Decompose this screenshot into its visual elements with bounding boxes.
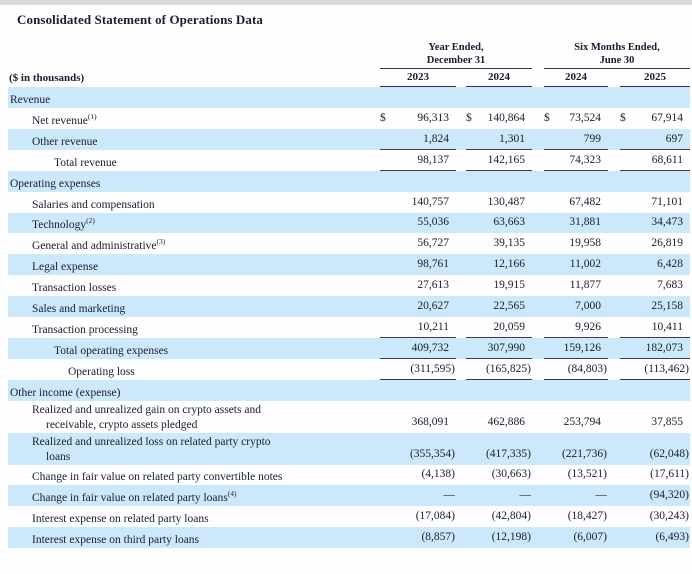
numeric-value: 19,915: [493, 279, 525, 292]
value-cell: [544, 467, 608, 485]
value-cell: [544, 132, 608, 150]
table-row: [8, 150, 690, 171]
value-cell: [544, 320, 608, 338]
row-label: Total revenue: [54, 156, 117, 169]
value-cell: [544, 447, 608, 465]
value-cell: [466, 153, 532, 171]
section-header-row: [8, 87, 690, 108]
numeric-value: 73,524: [569, 111, 601, 124]
numeric-value: 20,627: [417, 299, 449, 312]
value-cell: [380, 488, 456, 506]
column-group-year-ended: [380, 42, 532, 69]
numeric-value: 56,727: [417, 237, 449, 250]
numeric-value: 27,613: [417, 279, 449, 292]
value-cell: [620, 509, 690, 527]
value-cell: [544, 195, 608, 213]
numeric-value: (62,048): [649, 447, 689, 460]
value-cell: [466, 257, 532, 275]
table-row: [8, 485, 690, 506]
value-cell: [380, 195, 456, 213]
row-label: Total operating expenses: [54, 344, 169, 357]
value-cell: [466, 320, 532, 338]
numeric-value: 39,135: [493, 237, 525, 250]
value-cell: [380, 153, 456, 171]
group-label-line1: Six Months Ended,: [574, 42, 660, 53]
numeric-value: (221,736): [561, 447, 607, 460]
table-row: [8, 296, 690, 317]
value-cell: [380, 215, 456, 233]
header-years-row: [8, 71, 690, 87]
dollar-sign: $: [544, 111, 550, 124]
value-cell: [380, 362, 456, 380]
row-label: Realized and unrealized loss on related party crypto loans: [8, 435, 372, 465]
table-row: [8, 359, 690, 380]
table-row: [8, 129, 690, 150]
table-row: [8, 192, 690, 213]
table-row: [8, 433, 690, 465]
row-label: Interest expense on related party loans: [32, 513, 209, 526]
value-cell: [620, 467, 690, 485]
column-group-six-months-ended: [544, 42, 690, 69]
numeric-value: (18,427): [567, 510, 607, 523]
numeric-value: 12,166: [493, 258, 525, 271]
table-row: [8, 213, 690, 234]
numeric-value: 37,855: [651, 415, 683, 428]
table-row: [8, 275, 690, 296]
numeric-value: 34,473: [651, 216, 683, 229]
value-cell: [620, 415, 690, 433]
numeric-value: 10,411: [651, 320, 683, 333]
value-cell: [620, 195, 690, 213]
dollar-sign: $: [466, 111, 472, 124]
numeric-value: 74,323: [569, 153, 601, 166]
value-cell: [466, 215, 532, 233]
table-row: [8, 317, 690, 338]
numeric-value: (84,803): [567, 362, 607, 375]
section-label: Other income (expense): [10, 386, 121, 399]
row-label: General and administrative$^{(3)}$: [32, 237, 166, 253]
numeric-value: 307,990: [487, 341, 525, 354]
table-row: [8, 233, 690, 254]
value-cell: [466, 362, 532, 380]
value-cell: [466, 195, 532, 213]
value-cell: [544, 362, 608, 380]
numeric-value: (113,462): [644, 362, 689, 375]
dollar-sign: $: [380, 111, 386, 124]
value-cell: [544, 236, 608, 254]
numeric-value: (8,857): [421, 531, 455, 544]
row-label: Interest expense on third party loans: [32, 534, 200, 547]
value-cell: [380, 467, 456, 485]
numeric-value: 98,137: [417, 153, 449, 166]
value-cell: [620, 530, 690, 548]
value-cell: [380, 132, 456, 150]
row-label: Net revenue$^{(1)}$: [32, 112, 97, 127]
value-cell: [466, 111, 532, 129]
table-row: [8, 338, 690, 359]
numeric-value: 182,073: [645, 341, 683, 354]
section-label: Revenue: [10, 94, 51, 107]
numeric-value: 1,301: [499, 132, 525, 145]
numeric-value: 96,313: [417, 111, 449, 124]
value-cell: [380, 415, 456, 433]
units-label: ($ in thousands): [9, 72, 85, 85]
year-column-6m2024: 2024: [544, 71, 608, 87]
year-column-fy2023: 2023: [380, 71, 456, 87]
numeric-value: (311,595): [410, 362, 455, 375]
numeric-value: 25,158: [651, 299, 683, 312]
group-label-line2: June 30: [599, 54, 635, 66]
numeric-value: 26,819: [651, 237, 683, 250]
numeric-value: (30,243): [649, 510, 689, 523]
numeric-value: 253,794: [563, 415, 601, 428]
numeric-value: (165,825): [485, 362, 531, 375]
em-dash-value: —: [595, 489, 607, 502]
row-label-wrapped-line: loans: [46, 450, 71, 463]
value-cell: [544, 257, 608, 275]
row-label: Legal expense: [32, 261, 99, 274]
value-cell: [466, 278, 532, 296]
numeric-value: 19,958: [569, 237, 601, 250]
value-cell: [620, 111, 690, 129]
value-cell: [620, 132, 690, 150]
numeric-value: 697: [665, 132, 683, 145]
numeric-value: (13,521): [567, 468, 607, 481]
row-label: Operating loss: [68, 365, 135, 378]
value-cell: [620, 362, 690, 380]
numeric-value: 159,126: [563, 341, 601, 354]
page-title: Consolidated Statement of Operations Data: [17, 12, 264, 27]
numeric-value: 462,886: [487, 415, 525, 428]
numeric-value: 7,000: [575, 299, 601, 312]
numeric-value: 67,482: [569, 195, 601, 208]
numeric-value: 140,757: [411, 195, 449, 208]
value-cell: [380, 299, 456, 317]
table-row: [8, 108, 690, 129]
row-label: Other revenue: [32, 135, 98, 148]
row-label: Sales and marketing: [32, 302, 126, 315]
numeric-value: 67,914: [651, 111, 683, 124]
value-cell: [466, 447, 532, 465]
numeric-value: (6,493): [655, 531, 689, 544]
value-cell: [380, 320, 456, 338]
footnote-reference: (2): [86, 216, 95, 226]
table-row: [8, 506, 690, 527]
value-cell: [380, 278, 456, 296]
value-cell: [380, 111, 456, 129]
numeric-value: 98,761: [417, 258, 449, 271]
row-label: Realized and unrealized gain on crypto assets and receivable, crypto assets pledged: [8, 403, 372, 433]
scan-edge-artifact: [0, 0, 692, 5]
table-row: [8, 465, 690, 486]
value-cell: [380, 236, 456, 254]
value-cell: [620, 257, 690, 275]
dollar-sign: $: [620, 111, 626, 124]
value-cell: [544, 530, 608, 548]
numeric-value: 142,165: [487, 153, 525, 166]
numeric-value: (355,354): [409, 447, 455, 460]
value-cell: [466, 341, 532, 359]
numeric-value: (30,663): [491, 468, 531, 481]
numeric-value: (17,084): [415, 510, 455, 523]
numeric-value: 11,877: [569, 279, 601, 292]
numeric-value: 9,926: [575, 320, 601, 333]
table-row: [8, 401, 690, 433]
year-column-6m2025: 2025: [620, 71, 690, 87]
row-label: Technology$^{(2)}$: [32, 216, 95, 232]
numeric-value: (12,198): [491, 531, 531, 544]
value-cell: [466, 467, 532, 485]
numeric-value: 368,091: [411, 415, 449, 428]
value-cell: [466, 415, 532, 433]
numeric-value: (42,804): [491, 510, 531, 523]
numeric-value: 130,487: [487, 195, 525, 208]
em-dash-value: —: [519, 489, 531, 502]
row-label: Transaction losses: [32, 282, 117, 295]
numeric-value: (4,138): [421, 468, 455, 481]
value-cell: [466, 530, 532, 548]
value-cell: [544, 299, 608, 317]
row-label: Change in fair value on related party convertible notes: [32, 471, 283, 484]
footnote-reference: (1): [87, 112, 97, 122]
value-cell: [380, 257, 456, 275]
value-cell: [544, 153, 608, 171]
numeric-value: (6,007): [573, 531, 607, 544]
value-cell: [620, 215, 690, 233]
value-cell: [544, 215, 608, 233]
year-column-fy2024: 2024: [466, 71, 532, 87]
value-cell: [380, 530, 456, 548]
row-label: Salaries and compensation: [32, 198, 155, 211]
value-cell: [544, 278, 608, 296]
value-cell: [620, 447, 690, 465]
value-cell: [620, 299, 690, 317]
value-cell: [466, 509, 532, 527]
value-cell: [620, 320, 690, 338]
numeric-value: 31,881: [569, 216, 601, 229]
value-cell: [544, 509, 608, 527]
row-label-wrapped-line: receivable, crypto assets pledged: [46, 418, 198, 431]
operations-table: [8, 42, 690, 548]
numeric-value: 11,002: [569, 258, 601, 271]
numeric-value: 20,059: [493, 320, 525, 333]
value-cell: [466, 299, 532, 317]
value-cell: [620, 236, 690, 254]
em-dash-value: —: [443, 489, 455, 502]
value-cell: [380, 509, 456, 527]
section-label: Operating expenses: [10, 177, 101, 190]
numeric-value: 1,824: [423, 132, 449, 145]
value-cell: [380, 341, 456, 359]
group-label-line2: December 31: [426, 54, 486, 66]
section-header-row: [8, 171, 690, 192]
numeric-value: 68,611: [651, 153, 683, 166]
numeric-value: 140,864: [487, 111, 525, 124]
section-header-row: [8, 380, 690, 401]
numeric-value: (17,611): [650, 468, 689, 481]
value-cell: [544, 415, 608, 433]
footnote-reference: (4): [227, 489, 237, 499]
numeric-value: 6,428: [657, 258, 683, 271]
value-cell: [544, 341, 608, 359]
row-label: Change in fair value on related party loans$^{(4)}$: [32, 489, 237, 505]
group-label-line1: Year Ended,: [428, 42, 484, 53]
numeric-value: (94,320): [649, 489, 689, 502]
table-body: [8, 87, 690, 548]
value-cell: [544, 488, 608, 506]
numeric-value: 71,101: [651, 195, 683, 208]
numeric-value: 799: [583, 132, 601, 145]
value-cell: [620, 153, 690, 171]
footnote-reference: (3): [156, 237, 166, 247]
numeric-value: 409,732: [411, 341, 449, 354]
numeric-value: 10,211: [417, 320, 449, 333]
value-cell: [620, 278, 690, 296]
value-cell: [620, 341, 690, 359]
value-cell: [544, 111, 608, 129]
numeric-value: (417,335): [485, 447, 531, 460]
value-cell: [620, 488, 690, 506]
value-cell: [466, 236, 532, 254]
row-label: Transaction processing: [32, 323, 138, 336]
numeric-value: 63,663: [493, 216, 525, 229]
value-cell: [466, 132, 532, 150]
value-cell: [466, 488, 532, 506]
numeric-value: 22,565: [493, 299, 525, 312]
table-row: [8, 527, 690, 548]
value-cell: [380, 447, 456, 465]
table-row: [8, 254, 690, 275]
header-group-row: [8, 42, 690, 69]
numeric-value: 55,036: [417, 216, 449, 229]
numeric-value: 7,683: [657, 279, 683, 292]
